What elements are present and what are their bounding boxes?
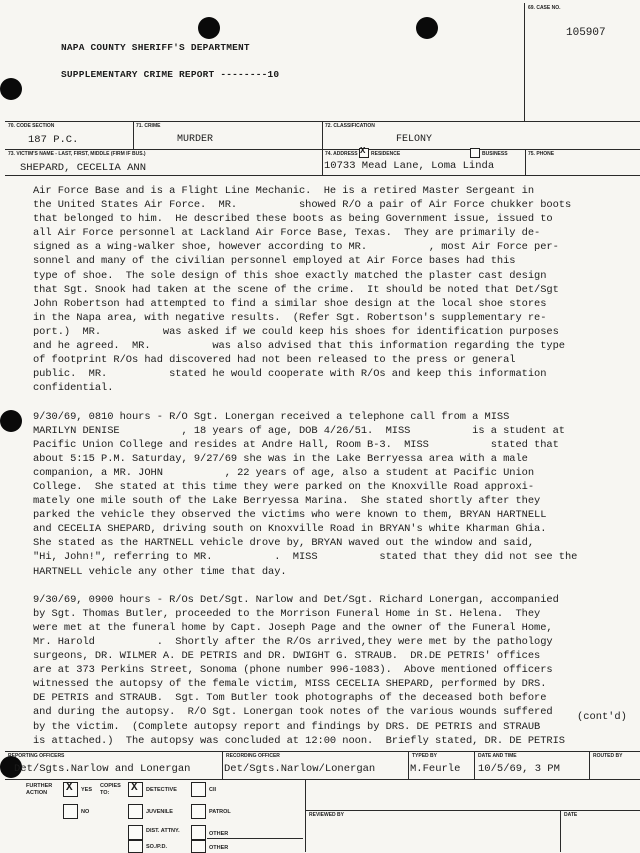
narrative-line: Mr. Harold . Shortly after the R/Os arrived,they were met by the pathology	[33, 636, 553, 648]
punch-hole-top-right	[416, 17, 438, 39]
address-label: 74. ADDRESS	[325, 151, 358, 157]
cii-label: CII	[209, 787, 217, 793]
narrative-line: She stated as the HARTNELL vehicle drove by, BRYAN waved out the window and said,	[33, 537, 535, 550]
narrative-line: mately one mile south of the Lake Berryessa Marina. She stated shortly after they	[33, 495, 541, 508]
case-box-border	[524, 3, 525, 121]
further-action-yes-checkbox[interactable]: X	[63, 782, 78, 797]
copies-cii-checkbox[interactable]	[191, 782, 206, 797]
recording-officer-value: Det/Sgts.Narlow/Lonergan	[224, 763, 376, 775]
classification-label: 72. CLASSIFICATION	[325, 123, 375, 129]
copies-patrol-checkbox[interactable]	[191, 804, 206, 819]
residence-checkbox[interactable]: X	[359, 148, 369, 158]
reporting-officers-label: REPORTING OFFICERS	[8, 753, 65, 759]
narrative-line: DE PETRIS and STRAUB. Sgt. Tom Butler took photographs of the deceased both before	[33, 692, 547, 705]
punch-hole-left-upper	[0, 78, 22, 100]
typed-by-value: M.Feurle	[410, 763, 461, 775]
crime-value: MURDER	[177, 134, 214, 145]
juvenile-label: JUVENILE	[146, 809, 173, 815]
reporting-officers-value: Det/Sgts.Narlow and Lonergan	[14, 763, 191, 775]
phone-label: 75. PHONE	[528, 151, 555, 157]
case-no-label: 69. CASE NO.	[528, 5, 561, 11]
narrative-line: that belonged to him. He described these boots as being Government issue, issued to	[33, 213, 553, 226]
business-checkbox[interactable]	[470, 148, 480, 158]
narrative-line	[33, 395, 638, 409]
date-time-label: DATE AND TIME	[478, 753, 517, 759]
form-row-bottom-border	[5, 175, 640, 176]
punch-hole-left-middle	[0, 410, 22, 432]
row2-divider-1	[322, 149, 323, 175]
victim-address-value: 10733 Mead Lane, Loma Linda	[324, 160, 495, 172]
narrative-line: HARTNELL vehicle any other time that day.	[33, 565, 287, 578]
case-number: 105907	[566, 27, 606, 39]
victim-name-value: SHEPARD, CECELIA ANN	[20, 162, 147, 174]
routed-by-label: ROUTED BY	[593, 753, 623, 759]
report-type-title: SUPPLEMENTARY CRIME REPORT --------10	[61, 69, 280, 80]
copies-other-2-checkbox[interactable]	[191, 840, 206, 853]
footer-divider-5	[305, 779, 306, 852]
other-label-1: OTHER	[209, 831, 229, 837]
narrative-line: "Hi, John!", referring to MR. . MISS stated that they did not see the	[33, 551, 578, 564]
narrative-body	[33, 184, 638, 748]
narrative-line: and during the autopsy. R/O Sgt. Lonergan took notes of the various wounds suffered	[33, 706, 553, 719]
narrative-line: confidential.	[33, 382, 114, 395]
so-pd-label: SO./P.D.	[146, 844, 167, 850]
narrative-line: John Robertson had attempted to find a similar shoe design at the local shoe stores	[33, 297, 547, 310]
narrative-line: are at 373 Perkins Street, Sonoma (phone number 996-1083). Above mentioned officers	[33, 664, 553, 677]
narrative-line	[33, 579, 638, 593]
narrative-line: sonnel and many of the civilian personnel employed at Air Force bases had this	[33, 255, 516, 268]
narrative-line: and he agreed. MR. was also advised that this information regarding the type	[33, 340, 565, 353]
narrative-line: 9/30/69, 0900 hours - R/Os Det/Sgt. Narlow and Det/Sgt. Richard Lonergan, accompanied	[33, 593, 559, 606]
narrative-line: of footprint R/Os had discovered had not been released to the press or general	[33, 354, 516, 367]
narrative-line: port.) MR. was asked if we could keep his shoes for identification purposes	[33, 325, 559, 338]
other-line-1	[207, 838, 303, 839]
footer-divider-2	[408, 751, 409, 779]
copies-to-label: COPIES TO:	[100, 783, 121, 796]
date-label: DATE	[564, 812, 578, 818]
footer-divider-4	[589, 751, 590, 779]
copies-so-pd-checkbox[interactable]	[128, 840, 143, 853]
victim-name-label: 73. VICTIM'S NAME - LAST, FIRST, MIDDLE (FIRM IF BUS.)	[8, 151, 146, 157]
yes-label: YES	[81, 787, 93, 793]
row1-divider-2	[322, 121, 323, 149]
narrative-line: witnessed the autopsy of the female victim, MISS CECELIA SHEPARD, performed by DRS.	[33, 678, 547, 691]
recording-officer-label: RECORDING OFFICER	[226, 753, 280, 759]
narrative-line: the United States Air Force. MR. showed R/O a pair of Air Force chukker boots	[33, 199, 572, 212]
business-label: BUSINESS	[482, 151, 508, 157]
reviewed-top-border	[305, 810, 640, 811]
no-label: NO	[81, 809, 90, 815]
code-section-label: 70. CODE SECTION	[8, 123, 55, 129]
further-action-no-checkbox[interactable]	[63, 804, 78, 819]
reviewed-by-label: REVIEWED BY	[309, 812, 345, 818]
copies-juvenile-checkbox[interactable]	[128, 804, 143, 819]
patrol-label: PATROL	[209, 809, 231, 815]
dist-atty-label: DIST. ATTNY.	[146, 828, 180, 834]
narrative-line: MARILYN DENISE , 18 years of age, DOB 4/26/51. MISS is a student at	[33, 424, 565, 437]
code-section-value: 187 P.C.	[28, 134, 79, 146]
other-label-2: OTHER	[209, 845, 229, 851]
further-action-label: FURTHER ACTION	[26, 783, 53, 796]
narrative-line: Pacific Union College and resides at Andre Hall, Room B-3. MISS stated that	[33, 438, 559, 451]
residence-label: RESIDENCE	[371, 151, 401, 157]
narrative-line: Air Force Base and is a Flight Line Mechanic. He is a retired Master Sergeant in	[33, 185, 535, 197]
narrative-line: that Sgt. Snook had taken at the scene of the crime. It should be noted that Det/Sgt	[33, 283, 559, 296]
detective-label: DETECTIVE	[146, 787, 177, 793]
copies-dist-atty-checkbox[interactable]	[128, 825, 143, 840]
row1-divider-1	[133, 121, 134, 149]
typed-by-label: TYPED BY	[412, 753, 438, 759]
footer-divider-3	[474, 751, 475, 779]
footer-top-border	[5, 751, 640, 752]
continued-note: (cont'd)	[577, 711, 627, 723]
footer-divider-6	[560, 810, 561, 852]
copies-detective-checkbox[interactable]: X	[128, 782, 143, 797]
narrative-line: in the Napa area, with negative results. (Refer Sgt. Robertson's supplementary re-	[33, 311, 547, 324]
narrative-line: by the victim. (Complete autopsy report and findings by DRS. DE PETRIS and STRAUB	[33, 720, 541, 733]
narrative-line: College. She stated at this time they were parked on the Knoxville Road approxi-	[33, 480, 535, 493]
narrative-line: and CECELIA SHEPARD, driving south on Knoxville Road in BRYAN's white Kharman Ghia.	[33, 523, 547, 536]
narrative-line: all Air Force personnel at Lackland Air Force Base, Texas. They are primarily de-	[33, 227, 541, 240]
narrative-line: public. MR. stated he would cooperate with R/Os and keep this information	[33, 368, 547, 381]
copies-other-1-checkbox[interactable]	[191, 825, 206, 840]
footer-divider-1	[222, 751, 223, 779]
crime-label: 71. CRIME	[136, 123, 161, 129]
classification-value: FELONY	[396, 134, 433, 145]
narrative-line: surgeons, DR. WILMER A. DE PETRIS and DR. DWIGHT G. STRAUB. DR.DE PETRIS' offices	[33, 650, 541, 663]
agency-title: NAPA COUNTY SHERIFF'S DEPARTMENT	[61, 42, 250, 53]
narrative-line: were met at the funeral home by Capt. Joseph Page and the owner of the Funeral Home,	[33, 621, 553, 634]
narrative-line: parked the vehicle they observed the victims who were known to them, BRYAN HARTNELL	[33, 509, 547, 522]
footer-middle-border	[5, 779, 640, 780]
date-time-value: 10/5/69, 3 PM	[478, 763, 560, 775]
punch-hole-top-left	[198, 17, 220, 39]
row2-divider-2	[525, 149, 526, 175]
narrative-line: signed as a wing-walker shoe, however according to MR. , most Air Force per-	[33, 241, 559, 254]
narrative-line: by Sgt. Thomas Butler, proceeded to the Morrison Funeral Home in St. Helena. They	[33, 607, 541, 620]
narrative-line: type of shoe. The sole design of this shoe exactly matched the plaster cast design	[33, 269, 547, 282]
narrative-line: 9/30/69, 0810 hours - R/O Sgt. Lonergan received a telephone call from a MISS	[33, 410, 510, 423]
narrative-line: companion, a MR. JOHN , 22 years of age, also a student at Pacific Union	[33, 466, 535, 479]
narrative-line: about 5:15 P.M. Saturday, 9/27/69 she was in the Lake Berryessa area with a male	[33, 452, 528, 465]
narrative-line: is attached.) The autopsy was concluded at 12:00 noon. Briefly stated, DR. DE PETRIS	[33, 734, 565, 747]
